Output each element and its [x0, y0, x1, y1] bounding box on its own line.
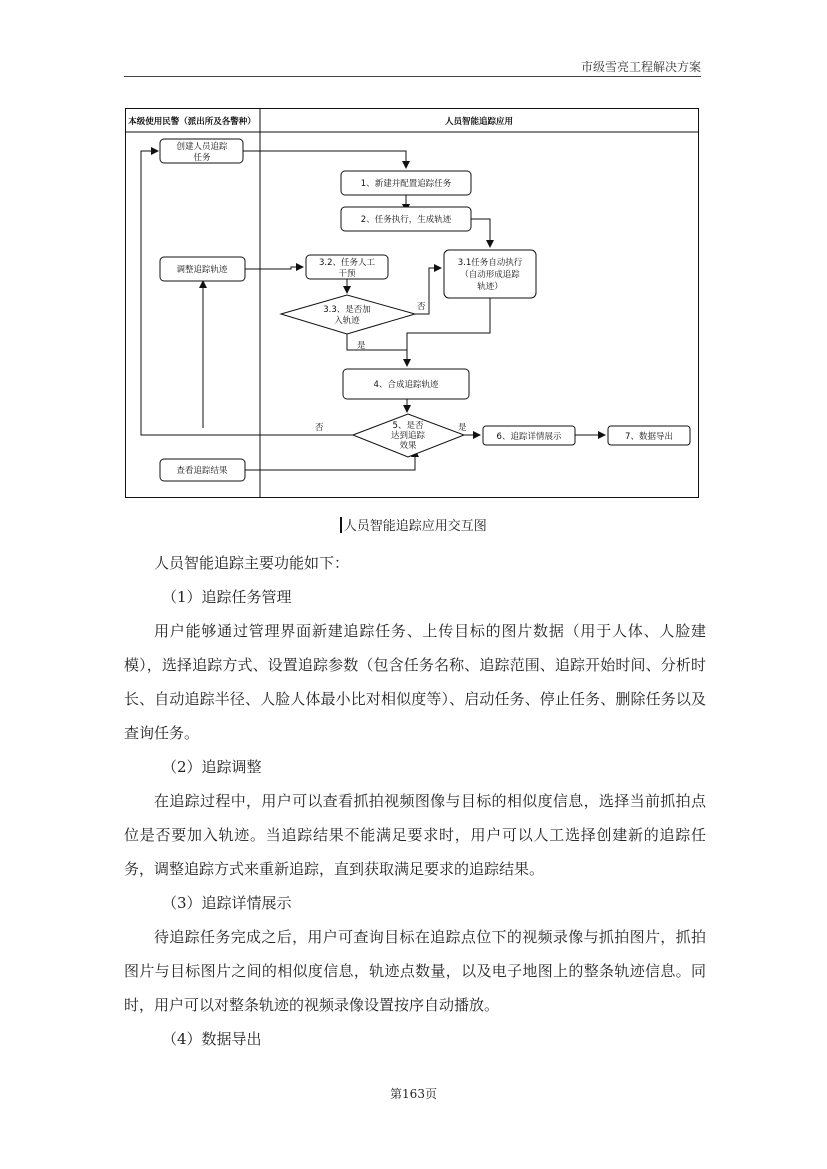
node-2-label: 2、任务执行，生成轨迹 [360, 215, 452, 225]
node-create-task-label-1: 创建人员追踪 [176, 142, 228, 152]
node-3-1-label-3: 轨迹） [477, 282, 503, 292]
node-3-2-label-2: 干预 [338, 269, 356, 279]
node-create-task-label-2: 任务 [193, 153, 211, 163]
page-number: 第163页 [390, 1087, 437, 1101]
section-heading-3: （3）追踪详情展示 [162, 894, 292, 912]
body-content [124, 546, 706, 1056]
flowchart-diagram [125, 108, 699, 498]
node-view-result-label: 查看追踪结果 [176, 466, 228, 476]
paragraph-1: 用户能够通过管理界面新建追踪任务、上传目标的图片数据（用于人体、人脸建模），选择追踪方式、设置追踪参数（包含任务名称、追踪范围、追踪开始时间、分析时长、自动追踪半径、人脸人体最小比对相似度等）、启动任务、停止任务、删除任务以及查询任务。 [124, 622, 706, 742]
lane-title-app: 人员智能追踪应用 [444, 117, 514, 127]
label-yes-33: 是 [357, 341, 366, 351]
label-yes-5: 是 [458, 423, 467, 433]
node-5-label-3: 效果 [399, 441, 417, 451]
node-3-1-label-2: （自动形成追踪 [460, 270, 520, 280]
node-1-label: 1、新建并配置追踪任务 [360, 179, 452, 189]
node-4-label: 4、合成追踪轨迹 [373, 380, 439, 390]
text-cursor [340, 517, 342, 533]
label-no-33: 否 [417, 302, 426, 312]
paragraph-2: 在追踪过程中，用户可以查看抓拍视频图像与目标的相似度信息，选择当前抓拍点位是否要加入轨迹。当追踪结果不能满足要求时，用户可以人工选择创建新的追踪任务，调整追踪方式来重新追踪，直到获取满足要求的追踪结果。 [124, 792, 706, 878]
node-7-label: 7、数据导出 [625, 432, 673, 442]
arrow-create-to-1 [243, 151, 406, 168]
figure-caption [0, 515, 827, 534]
arrow-2-to-31 [471, 219, 490, 247]
section-heading-1: （1）追踪任务管理 [162, 588, 292, 606]
node-3-3-label-1: 3.3、是否加 [323, 305, 371, 315]
arrow-33-yes [347, 334, 407, 350]
node-6-label: 6、追踪详情展示 [496, 432, 562, 442]
arrow-adjust-to-32 [245, 267, 303, 269]
section-heading-4: （4）数据导出 [162, 1030, 262, 1048]
label-no-5: 否 [315, 423, 324, 433]
arrow-5-no-to-create [141, 151, 353, 435]
intro-paragraph: 人员智能追踪主要功能如下： [154, 554, 350, 572]
header-title: 市级雪亮工程解决方案 [580, 60, 701, 74]
arrow-view-to-5 [245, 450, 415, 470]
node-3-3-label-2: 入轨迹 [334, 316, 360, 326]
section-heading-2: （2）追踪调整 [162, 758, 262, 776]
node-adjust-track-label: 调整追踪轨迹 [176, 265, 228, 275]
paragraph-3: 待追踪任务完成之后，用户可查询目标在追踪点位下的视频录像与抓拍图片，抓拍图片与目标图片之间的相似度信息，轨迹点数量，以及电子地图上的整条轨迹信息。同时，用户可以对整条轨迹的视频录像设置按序自动播放。 [124, 928, 706, 1014]
lane-title-police: 本级使用民警（派出所及各警种） [128, 117, 256, 127]
node-3-2-label-1: 3.2、任务人工 [318, 258, 376, 268]
figure-caption-text: 人员智能追踪应用交互图 [343, 519, 487, 534]
node-3-1-label-1: 3.1任务自动执行 [457, 258, 523, 268]
node-5-label-2: 达到追踪 [390, 431, 426, 441]
node-5-label-1: 5、是否 [392, 421, 424, 431]
page-header [124, 58, 701, 77]
